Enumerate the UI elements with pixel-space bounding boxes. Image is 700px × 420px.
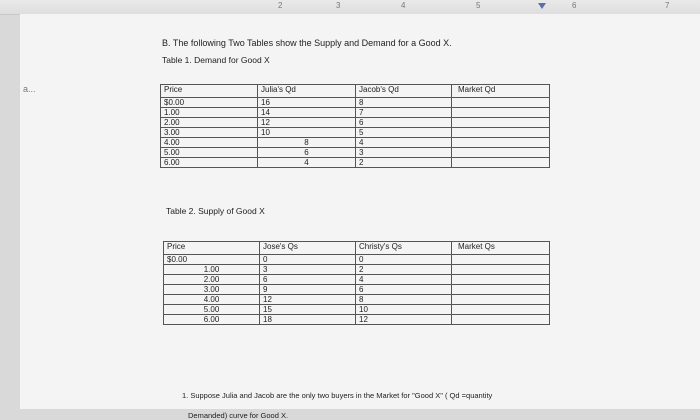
document-page	[20, 14, 700, 420]
section-heading: B. The following Two Tables show the Supply and Demand for a Good X.	[162, 38, 452, 48]
jacob-qd-cell: 6	[356, 118, 452, 128]
market-qd-cell[interactable]	[452, 128, 550, 138]
comment-marker[interactable]: a...	[23, 84, 36, 94]
jacob-qd-cell: 4	[356, 138, 452, 148]
price-cell: 6.00	[161, 158, 258, 168]
price-cell: 6.00	[164, 315, 260, 325]
julia-qd-cell: 12	[258, 118, 356, 128]
jose-qs-cell: 12	[260, 295, 356, 305]
julia-qd-cell: 6	[258, 148, 356, 158]
table-row	[161, 128, 550, 138]
header-cell: Christy's Qs	[356, 242, 452, 255]
price-cell: $0.00	[161, 98, 258, 108]
header-cell: Price	[164, 242, 260, 255]
ruler-mark: 3	[336, 1, 341, 10]
table-row	[161, 98, 550, 108]
ruler-mark: 2	[278, 1, 283, 10]
demand-table	[160, 84, 550, 168]
price-cell: 4.00	[164, 295, 260, 305]
christy-qs-cell: 8	[356, 295, 452, 305]
christy-qs-cell: 12	[356, 315, 452, 325]
jacob-qd-cell: 8	[356, 98, 452, 108]
market-qs-cell[interactable]	[452, 315, 550, 325]
table-row	[164, 265, 550, 275]
ruler	[0, 0, 700, 15]
question-text: 1. Suppose Julia and Jacob are the only two buyers in the Market for "Good X" ( Qd =quantity	[182, 391, 493, 400]
header-cell: Julia's Qd	[258, 85, 356, 98]
ruler-mark: 5	[476, 1, 481, 10]
table-row	[161, 158, 550, 168]
table-row	[164, 295, 550, 305]
table-row	[164, 255, 550, 265]
price-cell: 1.00	[164, 265, 260, 275]
price-cell: 2.00	[164, 275, 260, 285]
price-cell: 3.00	[164, 285, 260, 295]
price-cell: $0.00	[164, 255, 260, 265]
table-header-row	[164, 242, 550, 255]
jacob-qd-cell: 7	[356, 108, 452, 118]
julia-qd-cell: 10	[258, 128, 356, 138]
ruler-mark: 4	[401, 1, 406, 10]
price-cell: 2.00	[161, 118, 258, 128]
julia-qd-cell: 8	[258, 138, 356, 148]
market-qs-cell[interactable]	[452, 265, 550, 275]
header-cell: Jose's Qs	[260, 242, 356, 255]
table2-caption: Table 2. Supply of Good X	[166, 206, 265, 216]
table-row	[164, 285, 550, 295]
christy-qs-cell: 0	[356, 255, 452, 265]
indent-marker-icon[interactable]	[538, 3, 546, 9]
table1-caption: Table 1. Demand for Good X	[162, 55, 270, 65]
price-cell: 5.00	[164, 305, 260, 315]
christy-qs-cell: 4	[356, 275, 452, 285]
christy-qs-cell: 2	[356, 265, 452, 275]
market-qs-cell[interactable]	[452, 275, 550, 285]
price-cell: 5.00	[161, 148, 258, 158]
jose-qs-cell: 18	[260, 315, 356, 325]
table-row	[164, 275, 550, 285]
market-qd-cell[interactable]	[452, 108, 550, 118]
price-cell: 3.00	[161, 128, 258, 138]
ruler-mark: 6	[572, 1, 577, 10]
header-cell: Jacob's Qd	[356, 85, 452, 98]
table-row	[164, 305, 550, 315]
header-cell: Market Qs	[452, 242, 550, 255]
supply-table	[163, 241, 550, 325]
market-qd-cell[interactable]	[452, 118, 550, 128]
christy-qs-cell: 10	[356, 305, 452, 315]
market-qd-cell[interactable]	[452, 148, 550, 158]
table-row	[161, 148, 550, 158]
price-cell: 1.00	[161, 108, 258, 118]
header-cell: Market Qd	[452, 85, 550, 98]
question-text-continued: Demanded) curve for Good X.	[188, 411, 289, 420]
jose-qs-cell: 9	[260, 285, 356, 295]
table-row	[161, 118, 550, 128]
market-qs-cell[interactable]	[452, 255, 550, 265]
jose-qs-cell: 6	[260, 275, 356, 285]
jacob-qd-cell: 2	[356, 158, 452, 168]
table-row	[161, 138, 550, 148]
jacob-qd-cell: 3	[356, 148, 452, 158]
market-qd-cell[interactable]	[452, 138, 550, 148]
market-qs-cell[interactable]	[452, 305, 550, 315]
christy-qs-cell: 6	[356, 285, 452, 295]
julia-qd-cell: 4	[258, 158, 356, 168]
julia-qd-cell: 16	[258, 98, 356, 108]
table-header-row	[161, 85, 550, 98]
jose-qs-cell: 15	[260, 305, 356, 315]
market-qs-cell[interactable]	[452, 285, 550, 295]
header-cell: Price	[161, 85, 258, 98]
market-qd-cell[interactable]	[452, 98, 550, 108]
jacob-qd-cell: 5	[356, 128, 452, 138]
julia-qd-cell: 14	[258, 108, 356, 118]
ruler-mark: 7	[665, 1, 670, 10]
table-row	[164, 315, 550, 325]
jose-qs-cell: 0	[260, 255, 356, 265]
table-row	[161, 108, 550, 118]
market-qd-cell[interactable]	[452, 158, 550, 168]
jose-qs-cell: 3	[260, 265, 356, 275]
price-cell: 4.00	[161, 138, 258, 148]
market-qs-cell[interactable]	[452, 295, 550, 305]
